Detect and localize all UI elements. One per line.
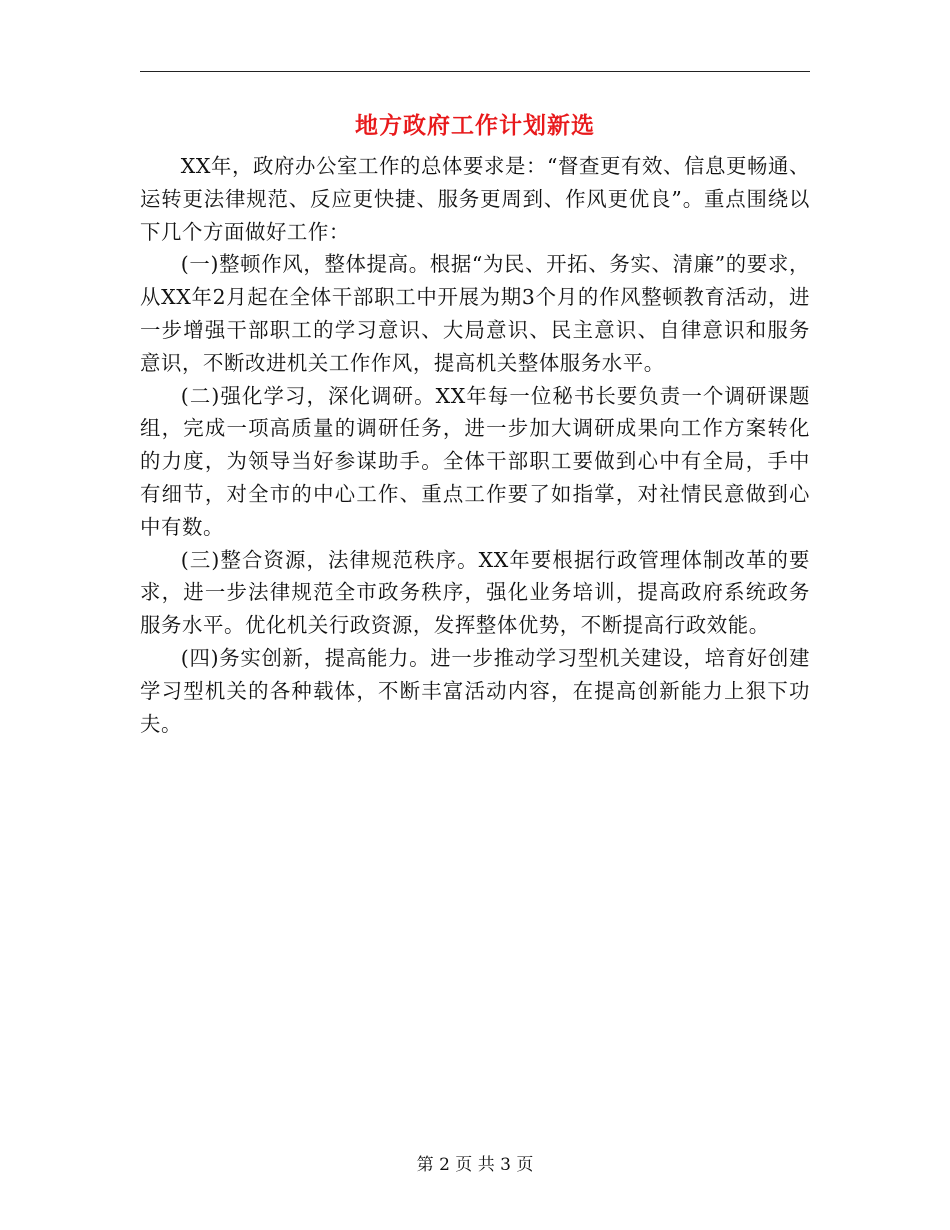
- header-rule: [140, 71, 810, 72]
- paragraph-section-4: (四)务实创新，提高能力。进一步推动学习型机关建设，培育好创建学习型机关的各种载体，不断丰富活动内容，在提高创新能力上狠下功夫。: [140, 645, 810, 736]
- paragraph-section-3: (三)整合资源，法律规范秩序。XX年要根据行政管理体制改革的要求，进一步法律规范全市政务秩序，强化业务培训，提高政府系统政务服务水平。优化机关行政资源，发挥整体优势，不断提高行政效能。: [140, 547, 810, 638]
- paragraph-section-2: (二)强化学习，深化调研。XX年每一位秘书长要负责一个调研课题组，完成一项高质量的调研任务，进一步加大调研成果向工作方案转化的力度，为领导当好参谋助手。全体干部职工要做到心中有全局，手中有细节，对全市的中心工作、重点工作要了如指掌，对社情民意做到心中有数。: [140, 383, 810, 539]
- document-body: [140, 150, 810, 740]
- page-number-footer: 第 2 页 共 3 页: [416, 1155, 534, 1175]
- paragraph-section-1: (一)整顿作风，整体提高。根据“为民、开拓、务实、清廉”的要求，从XX年2月起在全体干部职工中开展为期3个月的作风整顿教育活动，进一步增强干部职工的学习意识、大局意识、民主意识、自律意识和服务意识，不断改进机关工作作风，提高机关整体服务水平。: [140, 252, 810, 375]
- paragraph-intro: XX年，政府办公室工作的总体要求是：“督查更有效、信息更畅通、运转更法律规范、反应更快捷、服务更周到、作风更优良”。重点围绕以下几个方面做好工作：: [140, 154, 810, 244]
- document-title: 地方政府工作计划新选: [355, 112, 595, 139]
